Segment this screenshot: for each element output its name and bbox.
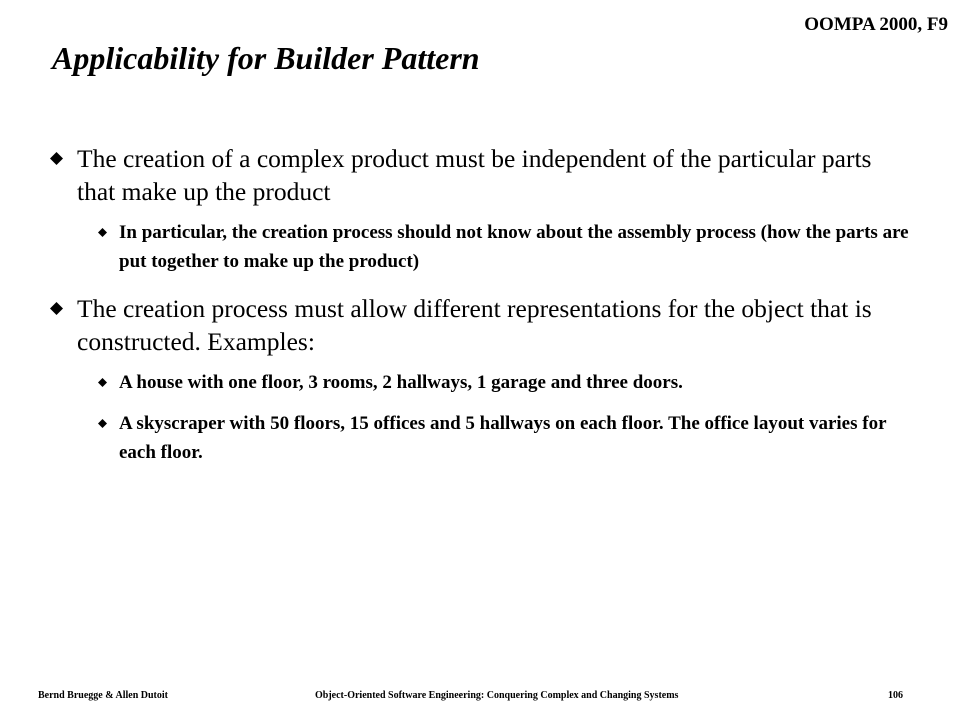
small-diamond-bullet-icon xyxy=(98,228,107,237)
diamond-bullet-icon xyxy=(50,152,63,165)
sub-bullet-item xyxy=(0,218,909,276)
sub-bullet-item xyxy=(0,368,909,397)
bullet-item xyxy=(0,292,877,358)
diamond-bullet-icon xyxy=(50,302,63,315)
bullet-text: The creation of a complex product must be independent of the particular parts that make up the product xyxy=(77,144,872,206)
sub-bullet-text: In particular, the creation process should not know about the assembly process (how the parts are put together to make up the product) xyxy=(119,222,909,272)
sub-bullet-text: A skyscraper with 50 floors, 15 offices and 5 hallways on each floor. The office layout varies for each floor. xyxy=(119,413,887,463)
sub-bullet-text: A house with one floor, 3 rooms, 2 hallways, 1 garage and three doors. xyxy=(119,372,683,393)
small-diamond-bullet-icon xyxy=(98,419,107,428)
bullet-text: The creation process must allow different representations for the object that is constructed. Examples: xyxy=(77,294,872,356)
small-diamond-bullet-icon xyxy=(98,378,107,387)
course-tag: OOMPA 2000, F9 xyxy=(804,14,948,35)
bullet-item xyxy=(0,142,877,208)
slide-content xyxy=(0,142,960,467)
footer-book-title: Object-Oriented Software Engineering: Conquering Complex and Changing Systems xyxy=(315,690,679,701)
footer-authors: Bernd Bruegge & Allen Dutoit xyxy=(38,690,168,701)
footer-page-number: 106 xyxy=(888,690,903,701)
slide-title: Applicability for Builder Pattern xyxy=(52,40,480,76)
sub-bullet-item xyxy=(0,409,909,467)
